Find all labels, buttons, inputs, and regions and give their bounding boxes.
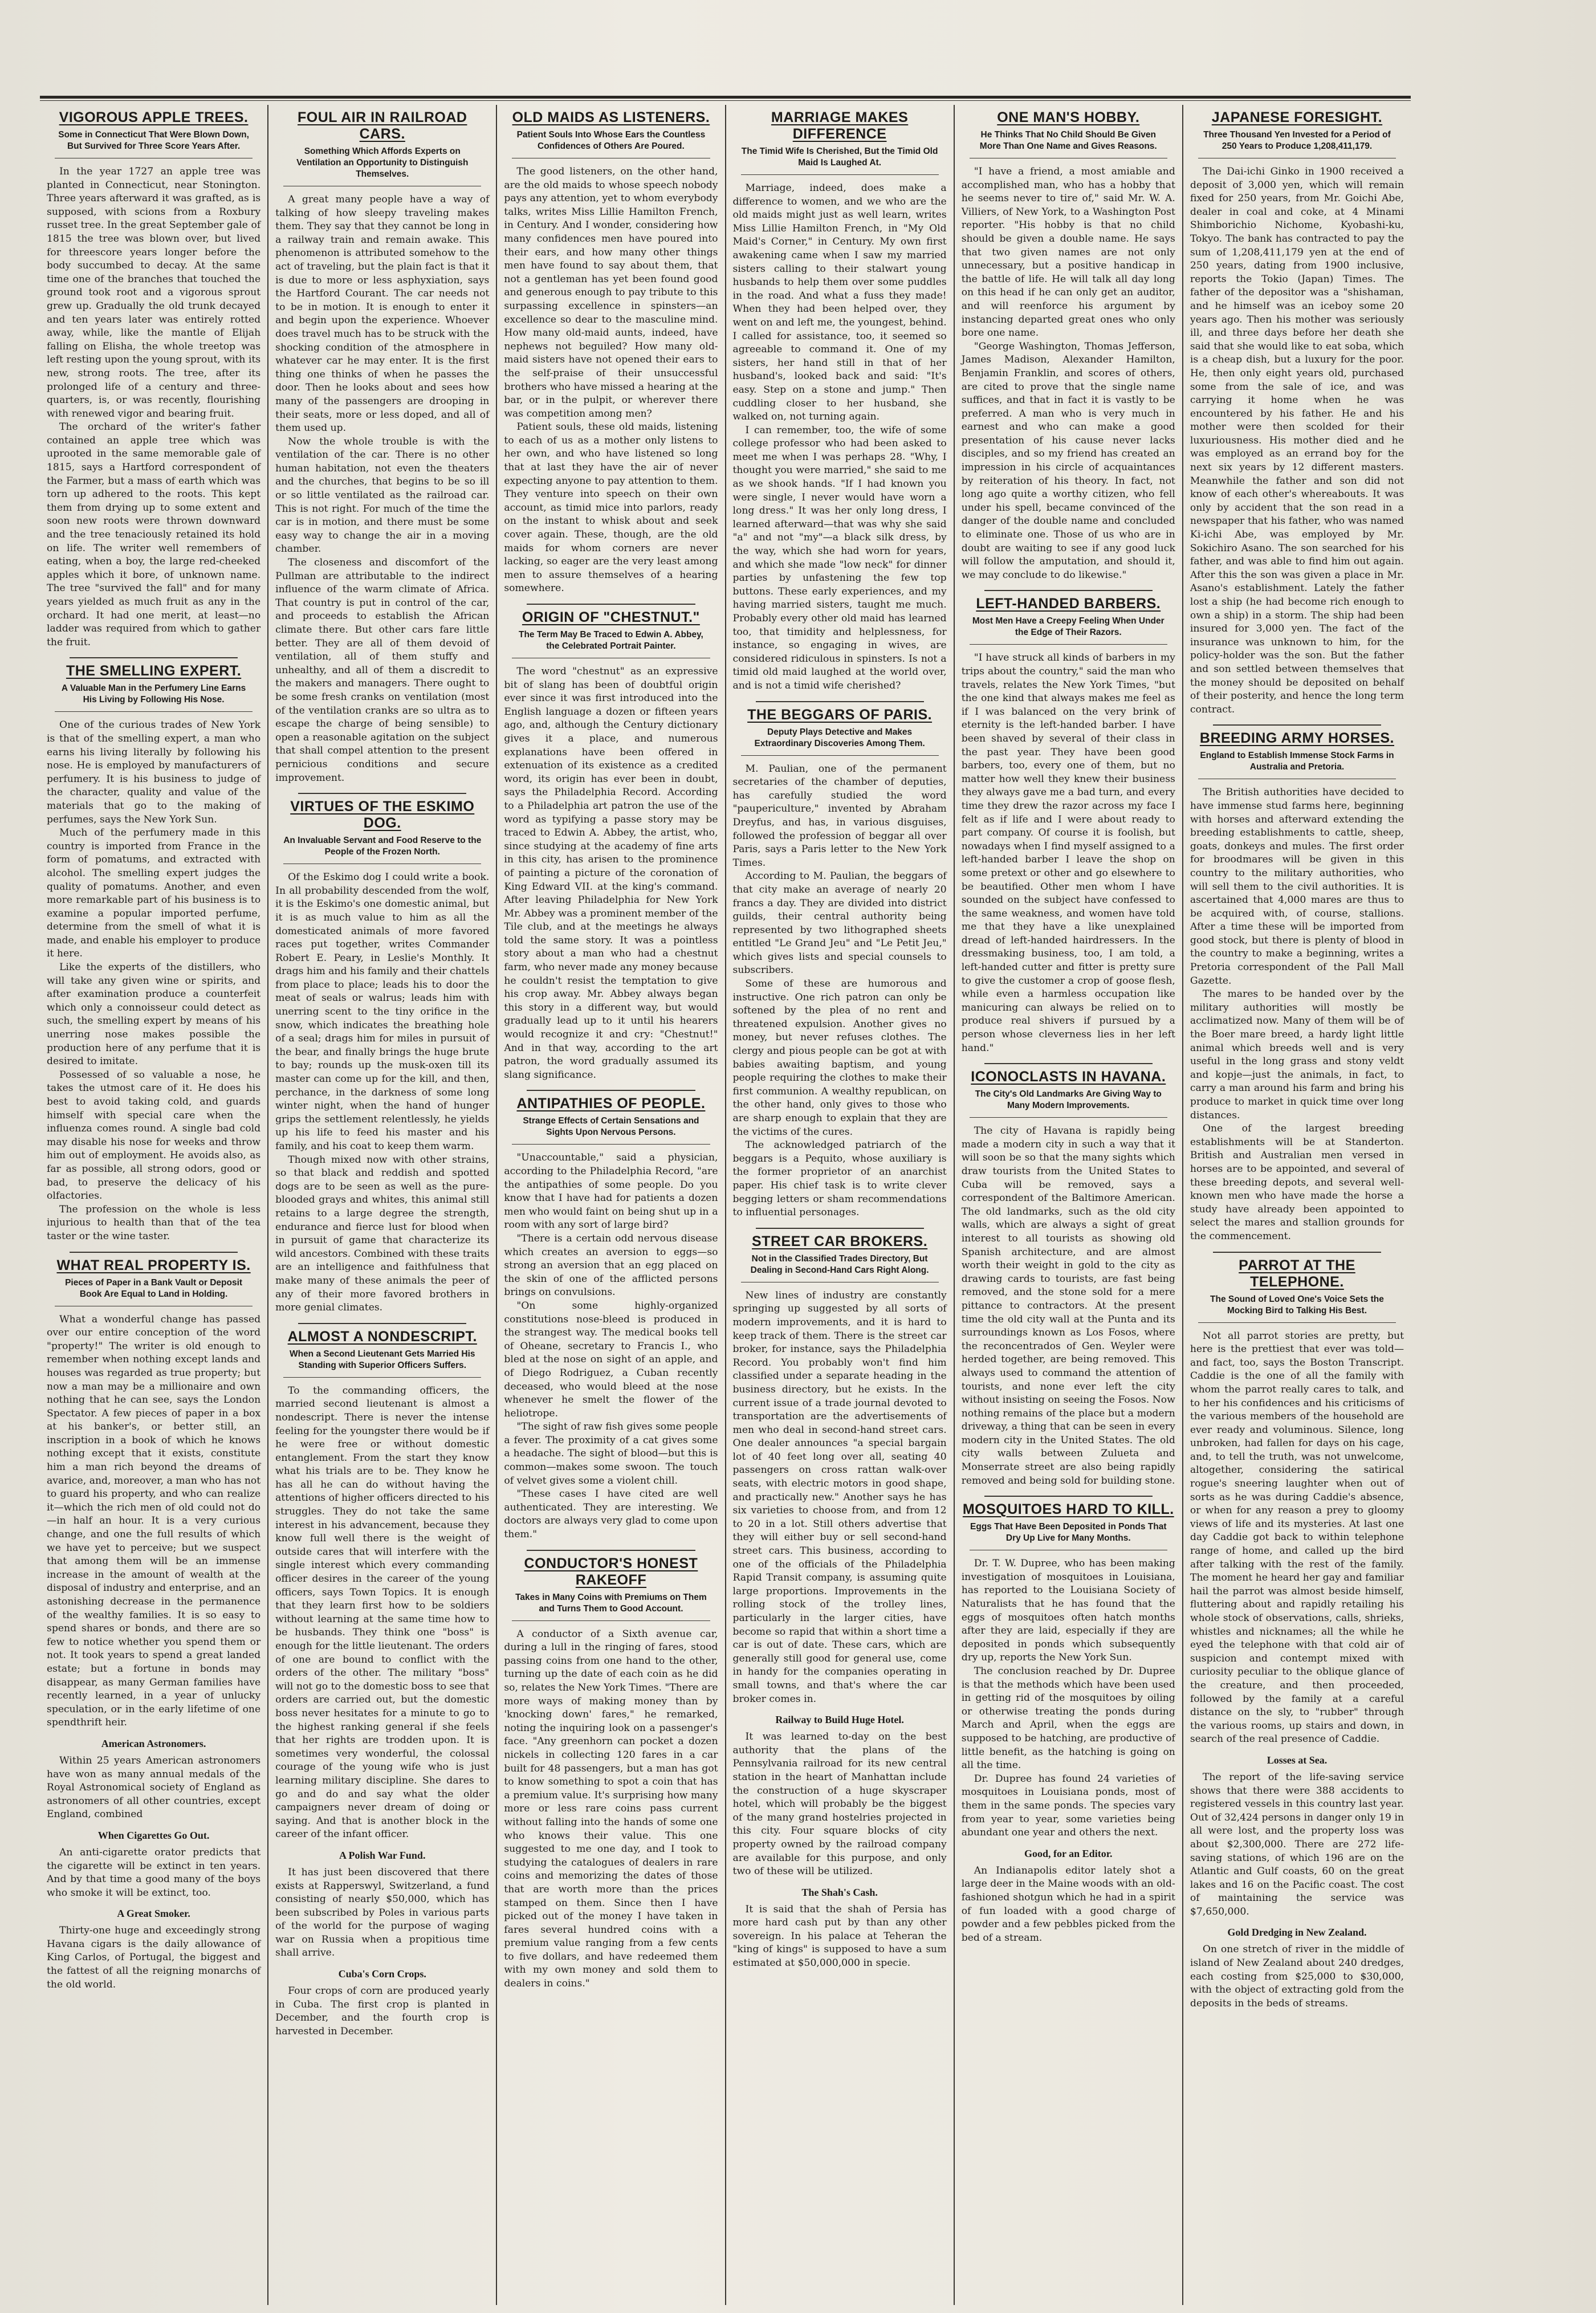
- paragraph: The city of Havana is rapidly being made a modern city in such a way that it will soon be so that the many sights which draw tourists from the United States to Cuba will be removed, says a correspondent of the Baltimore American. The old landmarks, such as the old city walls, which are always a sight of great interest to all tourists as showing old Spanish architecture, and are almost worth their weight in gold to the city as drawing cards to tourists, are fast being removed, and the stone sold for a mere pittance to contractors. At the present time the old city wall at the Punta and its surroundings known as Los Fosos, where the reconcentrados of Gen. Weyler were herded together, are being removed. This always used to command the attention of tourists, and none ever left the city without insisting on seeing the Fosos. Now nothing remains of the place but a modern driveway, a thing that can be seen in every modern city in the United States. The old city walls between Zulueta and Monserrate street are also being rapidly removed and being sold for building stone.: [961, 1125, 1175, 1487]
- paragraph: The word "chestnut" as an expressive bit of slang has been of doubtful origin ever since it was first introduced into the English language a dozen or fifteen years ago, and, although the Century dictionary gives it a place, and numerous explanations have been offered in extenuation of its existence as a credited word, its origin has ever been in doubt, says the Philadelphia Record. According to a Philadelphia art patron the use of the word as typifying a passe story may be traced to Edwin A. Abbey, the artist, who, since studying at the academy of fine arts in this city, has arisen to the prominence of painting a picture of the coronation of King Edward VII. at the king's command. After leaving Philadelphia for New York Mr. Abbey was a prominent member of the Tile club, and at the meetings he always told the same story. It was a pointless story about a man who had a chestnut farm, who never made any money because he couldn't resist the temptation to give his crop away. Mr. Abbey always began this story in a different way, but would gradually lead up to it until his hearers would recognize it and cry: "Chestnut!" And in that way, according to the art patron, the word gradually assumed its slang significance.: [504, 666, 718, 1081]
- article-subheadline: Strange Effects of Certain Sensations and Sights Upon Nervous Persons.: [512, 1115, 710, 1145]
- article-body: [275, 1985, 489, 2038]
- brief-headline: American Astronomers.: [101, 1737, 206, 1749]
- article-subheadline: He Thinks That No Child Should Be Given More Than One Name and Gives Reasons.: [970, 129, 1167, 158]
- paragraph: It has just been discovered that there exists at Rapperswyl, Switzerland, a fund consisting of nearly $50,000, which has been subscribed by Poles in various parts of the world for the purpose of waging war on Russia when a propitious time shall arrive.: [275, 1866, 490, 1959]
- article-headline: STREET CAR BROKERS.: [752, 1233, 928, 1249]
- article: [504, 1090, 718, 1541]
- article-body: [1190, 1330, 1404, 1746]
- article-body: [504, 1151, 718, 1541]
- column-4: [726, 105, 955, 2305]
- article-body: [1190, 165, 1404, 716]
- article: [1190, 724, 1404, 1243]
- article: [47, 657, 260, 1243]
- paragraph: "I have struck all kinds of barbers in my trips about the country," said the man who travels, relates the New York Times, "but the one kind that always makes me feel as if I was balanced on the very brink of eternity is the left-handed barber. I have been shaved by several of their class in the past year. They have been good barbers, too, every one of them, but no matter how well they knew their business they always gave me a bad turn, and every time they drew the razor across my face I felt as if life and I were about ready to part company. Of course it is foolish, but nowadays when I find myself assigned to a left-handed barber I leave the shop on some pretext or other and go elsewhere to be beautified. Other men whom I have sounded on the subject have confessed to the same weakness, and women have told me that they have a like unexplained dread of left-handed hairdressers. In the dressmaking business, too, I am told, a left-handed cutter and fitter is pretty sure to give the customer a crop of goose flesh, while even a harmless occupation like manicuring can always be relied on to produce real shivers if pursued by a person whose cleverness lies in her left hand.": [961, 652, 1175, 1054]
- article-headline: MOSQUITOES HARD TO KILL.: [962, 1501, 1174, 1518]
- paragraph: A great many people have a way of talking of how sleepy traveling makes them. They say that they cannot be long in a railway train and remain awake. This phenomenon is attributed somehow to the act of traveling, but the plain fact is that it is due to more or less asphyxiation, says the Hartford Courant. The car needs not to be in motion. It is enough to enter it and begin upon the experience. Whoever does travel much has to be struck with the shocking condition of the atmosphere in whatever car he may enter. It is the first thing one thinks of when he passes the door. Then he looks about and sees how many of the passengers are drooping in their seats, more or less doped, and all of them used up.: [275, 194, 490, 434]
- article: [733, 109, 947, 693]
- article-headline: THE BEGGARS OF PARIS.: [747, 706, 933, 723]
- paragraph: What a wonderful change has passed over our entire conception of the word "property!" The writer is old enough to remember when nothing except lands and houses was regarded as true property; but now a man may be a millionaire and own nothing that he can see, says the London Spectator. A few pieces of paper in a box at his banker's, or better still, an inscription in a book of which he knows nothing except that it exists, constitute him a man rich beyond the dreams of avarice, and, moreover, a man who has not to guard his property, and who can realize it—which the rich men of old could not do—in half an hour. It is a very curious change, and one the full results of which we have yet to perceive; but we suspect that among them will be an immense increase in the amount of wealth at the disposal of industry and enterprise, and an astonishing decrease in the permanence of the wealthy families. It is so easy to spend shares or bonds, and there are so few to notice whether you spend them or not. It took years to spend a great landed estate; but a fortune in bonds may disappear, as many German families have recently learned, in a year of unlucky speculation, or in the early lifetime of one spendthrift heir.: [47, 1313, 261, 1729]
- article-body: [47, 719, 260, 1243]
- article-body: [275, 1384, 489, 1842]
- article: [1190, 1252, 1404, 1746]
- column-2: [268, 105, 497, 2305]
- article-body: [1190, 1771, 1404, 1919]
- article-separator: [984, 590, 1153, 591]
- article: [47, 109, 260, 649]
- article: [275, 1968, 489, 2038]
- article: [1190, 1754, 1404, 1919]
- paragraph: New lines of industry are constantly springing up suggested by all sorts of modern improvements, and it is hard to keep track of them. There is the street car broker, for instance, says the Philadelphia Record. You probably won't find him classified under a separate heading in the business directory, but he exists. In the current issue of a trade journal devoted to transportation are the advertisements of men who deal in second-hand street cars. One dealer announces "a special bargain lot of 40 feet long over all, seating 40 passengers on cross rattan walk-over seats, with electric motors in good shape, and practically new." Another says he has six varieties to choose from, and from 12 to 20 in a lot. Still others advertise that they will either buy or sell second-hand street cars. This business, according to one of the officials of the Philadelphia Rapid Transit company, is assuming quite large proportions. Improvements in the rolling stock of the trolley lines, particularly in the larger cities, have become so rapid that within a short time a car is out of date. These cars, which are generally still good for general use, come in handy for the companies operating in small towns, and that's where the car broker comes in.: [732, 1289, 947, 1705]
- article-body: [733, 182, 947, 693]
- paragraph: The acknowledged patriarch of the beggars is a Pequito, whose auxiliary is the former proprietor of an anarchist paper. His chief task is to write clever begging letters or sham recommendations to influential personages.: [732, 1139, 947, 1219]
- article: [275, 1323, 489, 1842]
- paragraph: It is said that the shah of Persia has more hard cash put by than any other sovereign. In his palace at Teheran the "king of kings" is supposed to have a sum estimated at $50,000,000 in specie.: [732, 1903, 947, 1969]
- article-headline: VIGOROUS APPLE TREES.: [59, 109, 249, 125]
- top-rule: [40, 96, 1411, 99]
- article: [962, 1063, 1175, 1488]
- column-6: [1183, 105, 1411, 2305]
- article: [1190, 1927, 1404, 2010]
- article-headline: CONDUCTOR'S HONEST RAKEOFF: [524, 1555, 698, 1588]
- paragraph: The conclusion reached by Dr. Dupree is that the methods which have been used in getting rid of the mosquitoes by oiling or otherwise treating the ponds during March and April, when the eggs are supposed to be hatching, are productive of little benefit, as the hatching is going on all the time.: [961, 1665, 1175, 1772]
- article-separator: [984, 1496, 1153, 1497]
- article: [962, 109, 1175, 582]
- paragraph: "There is a certain odd nervous disease which creates an aversion to eggs—so strong an aversion that an egg placed on the skin of one of the afflicted persons brings on convulsions.: [504, 1232, 718, 1298]
- article: [504, 604, 718, 1082]
- columns: [40, 105, 1411, 2305]
- article-subheadline: The Sound of Loved One's Voice Sets the Mocking Bird to Talking His Best.: [1198, 1294, 1396, 1323]
- paragraph: The report of the life-saving service shows that there were 388 accidents to registered vessels in this country last year. Out of 32,424 persons in danger only 19 in all were lost, and the property loss was about $2,300,000. There are 272 life-saving stations, of which 196 are on the Atlantic and Gulf coasts, 60 on the great lakes and 16 on the Pacific coast. The cost of maintaining the service was $7,650,000.: [1190, 1771, 1404, 1917]
- paragraph: It was learned to-day on the best authority that the plans of the Pennsylvania railroad for its new central station in the heart of Manhattan include the construction of a huge skyscraper hotel, which will probably be the biggest of the many grand hostelries projected in this city. Four square blocks of city property owned by the railroad company are available for this purpose, and only two of these will be utilized.: [732, 1731, 947, 1878]
- paragraph: Some of these are humorous and instructive. One rich patron can only be softened by the plea of no rent and threatened expulsion. Another gives no money, but never refuses clothes. The clergy and pious people can be got at with babies awaiting baptism, and young people requiring the clothes to make their first communion. A wealthy republican, on the other hand, only gives to those who are sharp enough to explain that they are the victims of the cures.: [732, 978, 947, 1138]
- article-subheadline: An Invaluable Servant and Food Reserve to the People of the Frozen North.: [283, 835, 481, 864]
- article: [275, 793, 489, 1315]
- article-subheadline: The Term May Be Traced to Edwin A. Abbey, the Celebrated Portrait Painter.: [512, 629, 710, 658]
- article: [47, 1830, 260, 1900]
- paragraph: According to M. Paulian, the beggars of that city make an average of nearly 20 francs a day. They are divided into district guilds, their central authority being represented by two lithographed sheets entitled "Le Grand Jeu" and "Le Petit Jeu," which gives lists and special counsels to subscribers.: [732, 870, 947, 976]
- paragraph: The profession on the whole is less injurious to health than that of the tea taster or the wine taster.: [47, 1203, 261, 1242]
- article: [733, 1228, 947, 1706]
- article-body: [275, 871, 489, 1315]
- article-headline: ONE MAN'S HOBBY.: [997, 109, 1140, 125]
- article-headline: VIRTUES OF THE ESKIMO DOG.: [290, 799, 475, 832]
- brief-headline: The Shah's Cash.: [801, 1886, 878, 1898]
- column-3: [497, 105, 726, 2305]
- paragraph: Within 25 years American astronomers have won as many annual medals of the Royal Astronomical society of England as astronomers of all other countries, except England, combined: [47, 1754, 261, 1821]
- paragraph: Of the Eskimo dog I could write a book. In all probability descended from the wolf, it is the Eskimo's one domestic animal, but it is as much value to him as all the domesticated animals of more favored races put together, writes Commander Robert E. Peary, in Leslie's Monthly. It drags him and his family and their chattels from place to place; leads his to door the meat of seals or walrus; leads him with unerring scent to the tiny orifice in the snow, which indicates the breathing hole of a seal; drags him for miles in pursuit of the bear, and finally brings the huge brute to bay; rounds up the musk-oxen till its master can come up for the kill, and then, perchance, in the darkness of some long winter night, when the hand of hunger grips the settlement relentlessly, he yields up his life to feed his master and his family, and his coat to keep them warm.: [275, 872, 490, 1152]
- paragraph: On one stretch of river in the middle of island of New Zealand about 240 dredges, each costing from $25,000 to $30,000, with the object of extracting gold from the deposits in the beds of streams.: [1190, 1944, 1404, 2009]
- paragraph: M. Paulian, one of the permanent secretaries of the chamber of deputies, has carefully studied the word "paupericulture," invented by Abraham Dreyfus, and has, in various disguises, followed the profession of beggar all over Paris, says a Paris letter to the New York Times.: [732, 763, 947, 869]
- article-body: [47, 1754, 260, 1822]
- article-body: [962, 165, 1175, 582]
- article-separator: [298, 1323, 466, 1324]
- paragraph: "Unaccountable," said a physician, according to the Philadelphia Record, "are the antipathies of some people. Do you know that I have had for patients a dozen men who would faint on being shut up in a room with any sort of large bird?: [504, 1152, 718, 1231]
- brief-headline: Good, for an Editor.: [1024, 1847, 1113, 1859]
- article-body: [962, 1557, 1175, 1839]
- article: [733, 1887, 947, 1970]
- article-body: [1190, 786, 1404, 1243]
- article-headline: FOUL AIR IN RAILROAD CARS.: [298, 109, 467, 142]
- paragraph: Dr. Dupree has found 24 varieties of mosquitoes in Louisiana ponds, most of them in the same ponds. The species vary from year to year, some varieties being abundant one year and others the next.: [961, 1773, 1175, 1839]
- article-headline: OLD MAIDS AS LISTENERS.: [512, 109, 710, 125]
- paragraph: Not all parrot stories are pretty, but here is the prettiest that ever was told—and fact, too, says the Boston Transcript. Caddie is the one of all the family with whom the parrot really cares to talk, and to her his confidences and his criticisms of the various members of the household are ever ready and voluminous. Silence, long unbroken, had fallen for days on his cage, and, to tell the truth, was not unwelcome, altogether, considering the satirical rogue's sneering laughter when out of sorts as he was during Caddie's absence, or when for any reason a prey to gloomy views of life and its mysteries. At last one day Caddie got back to within telephone range of home, and called up the bird after talking with the rest of the family. The moment he heard her gay and familiar hail the parrot was almost beside himself, fluttering about and rapidly retailing his whole stock of observations, calls, shrieks, whistles and nicknames; all the while he eyed the telephone with that cold air of suspicion and contempt mixed with curiosity peculiar to the oblique glance of the creature, and then proceeded, followed by the family at a careful distance on the sly, to "rubber" through the various rooms, up stairs and down, in search of the real presence of Caddie.: [1190, 1330, 1404, 1745]
- article-subheadline: Patient Souls Into Whose Ears the Countless Confidences of Others Are Poured.: [512, 129, 710, 158]
- paragraph: Four crops of corn are produced yearly in Cuba. The first crop is planted in December, and the fourth crop is harvested in December.: [275, 1985, 490, 2037]
- article: [962, 590, 1175, 1055]
- article: [275, 1850, 489, 1960]
- paragraph: "On some highly-organized constitutions nose-bleed is produced in the strangest way. The medical books tell of Oheane, secretary to Francis I., who bled at the nose on sight of an apple, and of Diego Rodriguez, a Cuban recently deceased, who would bleed at the nose whenever he smelt the flower of the heliotrope.: [504, 1300, 718, 1419]
- article-subheadline: Three Thousand Yen Invested for a Period of 250 Years to Produce 1,208,411,179.: [1198, 129, 1396, 158]
- article-separator: [298, 793, 466, 794]
- article-body: [47, 1924, 260, 1992]
- article-body: [47, 1846, 260, 1900]
- article-headline: MARRIAGE MAKES DIFFERENCE: [771, 109, 909, 142]
- article-separator: [527, 1550, 695, 1551]
- article-separator: [1213, 1252, 1381, 1253]
- paragraph: Much of the perfumery made in this country is imported from France in the form of pomatums, and extracted with alcohol. The smelling expert judges the quality of pomatums. Another, and even more remarkable part of his business is to examine a popular imported perfume, determine from the smell of what it is made, and enable his employer to produce it here.: [47, 827, 261, 960]
- article-body: [504, 165, 718, 596]
- article-subheadline: The City's Old Landmarks Are Giving Way to Many Modern Improvements.: [970, 1089, 1167, 1118]
- brief-headline: A Polish War Fund.: [339, 1849, 426, 1861]
- article-body: [47, 1313, 260, 1730]
- paragraph: Thirty-one huge and exceedingly strong Havana cigars is the daily allowance of King Carlos, of Portugal, the biggest and the fattest of all the reigning monarchs of the old world.: [47, 1925, 261, 1990]
- article-headline: BREEDING ARMY HORSES.: [1199, 730, 1394, 747]
- article: [733, 701, 947, 1220]
- article-headline: PARROT AT THE TELEPHONE.: [1239, 1257, 1355, 1290]
- paragraph: "I have a friend, a most amiable and accomplished man, who has a hobby that he seems never to tire of," said Mr. W. A. Villiers, of New York, to a Washington Post reporter. "His hobby is that no child should be given a double name. He says that two given names are not only unnecessary, but a positive handicap in the battle of life. He will talk all day long on this head if he can only get an auditor, and will reenforce his argument by instancing departed great ones who only bore one name.: [961, 166, 1175, 339]
- article: [1190, 109, 1404, 716]
- paragraph: Patient souls, these old maids, listening to each of us as a mother only listens to her own, and who have listened so long that at last they have the air of never expecting anyone to pay attention to them. They venture into speech on their own account, as timid mice into parlors, ready on the instant to whisk about and seek cover again. These, though, are the old maids for whom corners are never lacking, so eager are the very least among men to assure themselves of a hearing somewhere.: [504, 421, 718, 594]
- article-subheadline: A Valuable Man in the Perfumery Line Earns His Living by Following His Nose.: [55, 683, 253, 712]
- article-body: [733, 1730, 947, 1879]
- paragraph: The mares to be handed over by the military authorities will mostly be acclimatized now. Many of them will be of the Boer mare breed, a hardy light little animal which breeds well and is very useful in the long grass and stony veldt and kopje—just the animals, in fact, to carry a man around his farm and bring his produce to market in quick time over long distances.: [1190, 988, 1404, 1121]
- article-separator: [756, 701, 924, 702]
- article-subheadline: Something Which Affords Experts on Ventilation an Opportunity to Distinguish Themselves.: [283, 146, 481, 186]
- article-headline: JAPANESE FORESIGHT.: [1211, 109, 1383, 125]
- paragraph: An anti-cigarette orator predicts that the cigarette will be extinct in ten years. And by that time a good many of the boys who smoke it will be extinct, too.: [47, 1846, 261, 1899]
- article-separator: [756, 1228, 924, 1229]
- article-subheadline: England to Establish Immense Stock Farms in Australia and Pretoria.: [1198, 750, 1396, 779]
- column-1: [40, 105, 268, 2305]
- brief-headline: Gold Dredging in New Zealand.: [1227, 1927, 1367, 1939]
- article: [47, 1738, 260, 1822]
- paragraph: The Dai-ichi Ginko in 1900 received a deposit of 3,000 yen, which will remain fixed for 250 years, from Mr. Goichi Abe, dealer in coal and coke, at 4 Minami Shimborichio Nichome, Kyobashi-ku, Tokyo. The bank has contracted to pay the sum of 1,208,411,179 yen at the end of 250 years, dating from 1900 inclusive, reports the Tokio (Japan) Times. The father of the depositor was a "shishaman, and he himself was an iceboy some 20 years ago. Then his mother was seriously ill, and three days before her death she said that she would like to eat soba, which is a cheap dish, but a luxury for the poor. He, then only eight years old, purchased some from the sale of ice, and was carrying it home when he was encountered by his father. He and his mother were then scolded for their luxuriousness. His mother died and he was employed as an errand boy for the next six years by 12 different masters. Meanwhile the father and son did not know of each other's whereabouts. It was only by accident that the son read in a newspaper that his father, who was named Ki-ichi Abe, was employed by Mr. Sokichiro Asano. The son searched for his father, and was able to find him out again. After this the son was given a place in Mr. Asano's establishment. Lately the father lost a ship (he had become rich enough to own a ship) in a storm. The ship had been insured for 3,000 yen. The fact of the insurance was unknown to him, for the policy-holder was the son. But the father and son settled between themselves that the money should be deposited on behalf of their posterity, and hence the long term contract.: [1190, 166, 1404, 715]
- article-body: [733, 1289, 947, 1706]
- paragraph: The closeness and discomfort of the Pullman are attributable to the indirect influence of the warm climate of Africa. That country is put in control of the car, and proceeds to establish the African climate there. But other cars fare little better. They are all of them devoid of ventilation, all of them stuffy and unhealthy, and all of them a discredit to the makers and managers. There ought to be some fresh cranks on ventilation (most of the ventilation cranks are so ultra as to escape the charge of being sensible) to open a reasonable agitation on the subject that shall compel attention to the present pernicious conditions and secure improvement.: [275, 557, 490, 784]
- paragraph: I can remember, too, the wife of some college professor who had been asked to meet me when I was perhaps 28. "Why, I thought you were married," she said to me as we shook hands. "If I had known you were single, I never would have worn a long dress." It was her only long dress, I learned afterward—that was why she said "a" and not "my"—a black silk dress, by the way, which she had worn for years, and which she made "low neck" for dinner parties by unfastening the few top buttons. These early experiences, and my having married sisters, taught me much. Probably every other old maid has learned too, that timidity and helplessness, for instance, so engaging in wives, are considered ridiculous in spinsters. Is not a timid old maid laughed at the world over, and is not a timid wife cherished?: [732, 424, 947, 691]
- paragraph: To the commanding officers, the married second lieutenant is almost a nondescript. There is never the intense feeling for the youngster there would be if he were free or without domestic entanglement. From the start they know what his trials are to be. They know he has all he can do without having the attentions of higher officers directed to his struggles. They do not take the same interest in his advancement, because they know full well there is the weight of outside cares that will interfere with the single interest which every commanding officer desires in the career of the young officers, says Town Topics. It is enough that they learn first how to be soldiers without learning at the same time how to be husbands. They think one "boss" is enough for the little lieutenant. The orders of one are bound to conflict with the orders of the other. The military "boss" will not go to the domestic boss to see that orders are carried out, but the domestic boss never hesitates for a minute to go to the highest ranking general if she feels that her rights are trodden upon. It is sometimes very wonderful, the colossal courage of the young wife who is just learning military discipline. She dares to go and do and say what the older campaigners never dream of doing or saying. And that is another block in the career of the infant officer.: [275, 1384, 490, 1840]
- article-body: [962, 1125, 1175, 1488]
- article-body: [275, 193, 489, 785]
- article-separator: [527, 604, 695, 605]
- column-5: [955, 105, 1183, 2305]
- article: [962, 1848, 1175, 1945]
- paragraph: In the year 1727 an apple tree was planted in Connecticut, near Stonington. Three years afterward it was grafted, as is supposed, with scions from a Roxbury russet tree. In the great September gale of 1815 the tree was blown over, but lived for threescore years longer before the body succumbed to decay. At the same time one of the branches that touched the ground took root and a vigorous sprout grew up. Gradually the old trunk decayed and ten years later was entirely rotted away, while, like the mantle of Elijah falling on Elisha, the whole treetop was left resting upon the young sprout, with its new, strong roots. The tree, after its prolonged life of a century and three-quarters, is, or was recently, flourishing with renewed vigor and bearing fruit.: [47, 166, 261, 420]
- article-separator: [70, 657, 238, 658]
- article-headline: ALMOST A NONDESCRIPT.: [287, 1328, 477, 1345]
- article-subheadline: Pieces of Paper in a Bank Vault or Deposit Book Are Equal to Land in Holding.: [55, 1277, 253, 1306]
- article-subheadline: Not in the Classified Trades Directory, But Dealing in Second-Hand Cars Right Along.: [741, 1253, 939, 1282]
- article: [733, 1714, 947, 1879]
- article-headline: WHAT REAL PROPERTY IS.: [56, 1257, 251, 1273]
- article: [962, 1496, 1175, 1839]
- article-body: [47, 165, 260, 649]
- paragraph: A conductor of a Sixth avenue car, during a lull in the ringing of fares, stood passing coins from one hand to the other, turning up the date of each coin as he did so, relates the New York Times. "There are more ways of making money than by 'knocking down' fares," he remarked, noting the inquiring look on a passenger's face. "Any greenhorn can pocket a dozen nickels in collecting 120 fares in a car built for 48 passengers, but a man has got to know something to spot a coin that has a premium value. It's surprising how many more or less rare coins pass current without falling into the hands of some one who knows their value. This one suggested to me one day, and I took to studying the catalogues of dealers in rare coins and memorizing the dates of those that are worth more than the prices stamped on them. Since then I have picked out of the money I have taken in fares several hundred coins with a premium value ranging from a few cents to five dollars, and have redeemed them with my own money and sold them to dealers in coins.": [504, 1628, 718, 1990]
- article-subheadline: Takes in Many Coins with Premiums on Them and Turns Them to Good Account.: [512, 1592, 710, 1621]
- article-body: [504, 1628, 718, 1991]
- top-rule-thin: [40, 100, 1411, 101]
- article: [47, 1252, 260, 1730]
- article-separator: [1213, 724, 1381, 726]
- article-headline: ICONOCLASTS IN HAVANA.: [971, 1069, 1166, 1085]
- paragraph: Though mixed now with other strains, so that black and reddish and spotted dogs are to be seen as well as the pure-blooded grays and whites, this animal still retains to a large degree the strength, endurance and fierce lust for blood when in pursuit of game that characterize its wild ancestors. Combined with these traits are an intelligence and faithfulness that make many of these animals the peer of any of their more favored brothers in more genial climates.: [275, 1154, 490, 1314]
- article-body: [962, 1864, 1175, 1945]
- article-subheadline: Deputy Plays Detective and Makes Extraordinary Discoveries Among Them.: [741, 727, 939, 756]
- paragraph: "George Washington, Thomas Jefferson, James Madison, Alexander Hamilton, Benjamin Franklin, and scores of others, are cited to prove that the single name suffices, and that in fact it is vastly to be preferred. A man who is very much in earnest and who can make a good presentation of his cause never lacks disciples, and so my friend has created an impression in his circle of acquaintances by reiteration of his theory. In fact, not long ago quite a worthy citizen, who fell under his spell, became convinced of the danger of the double name and concluded to eliminate one. Those of us who are in doubt are waiting to see if any good luck will follow the amputation, and should it, we may conclude to do likewise.": [961, 340, 1175, 581]
- article-body: [733, 763, 947, 1220]
- article: [504, 1550, 718, 1991]
- article-body: [733, 1903, 947, 1970]
- paragraph: One of the curious trades of New York is that of the smelling expert, a man who earns his living literally by following his nose. He is employed by manufacturers of perfumery. It is his business to judge of the character, quality and value of the materials that go to the making of perfumes, says the New York Sun.: [47, 719, 261, 825]
- paragraph: An Indianapolis editor lately shot a large deer in the Maine woods with an old-fashioned shotgun which he had in a spirit of fun loaded with a good charge of powder and a few pebbles picked from the bed of a stream.: [961, 1864, 1175, 1944]
- paragraph: One of the largest breeding establishments will be at Standerton. British and Australian men versed in horses are to be appointed, and several of these breeding depots, and several well-known men who have made the horse a study have already been appointed to select the mares and stallion grounds for the commencement.: [1190, 1123, 1404, 1242]
- article: [504, 109, 718, 596]
- paragraph: Now the whole trouble is with the ventilation of the car. There is no other human habitation, not even the theaters and the churches, that begins to be so ill or so little ventilated as the railroad car. This is not right. For much of the time the car is in motion, and there must be some easy way to change the air in a moving chamber.: [275, 435, 490, 555]
- paragraph: The good listeners, on the other hand, are the old maids to whose speech nobody pays any attention, yet to whom everybody talks, writes Miss Lillie Hamilton French, in Century. And I wonder, considering how many confidences men have poured into their ears, and how many other things men have found to say about them, that not a gentleman has yet been found good and generous enough to pay tribute to this surpassing excellence in spinsters—an excellence so dear to the masculine mind. How many old-maid aunts, indeed, have nephews not beguiled? How many old-maid sisters have not opened their ears to the self-praise of their unsuccessful brothers who have missed a hearing at the bar, or in the pulpit, or wherever there was competition among men?: [504, 166, 718, 420]
- article-body: [962, 651, 1175, 1055]
- paragraph: Dr. T. W. Dupree, who has been making investigation of mosquitoes in Louisiana, has reported to the Louisiana Society of Naturalists that he has found that the eggs of mosquitoes often hatch months after they are laid, especially if they are deposited in ponds which subsequently dry up, reports the New York Sun.: [961, 1558, 1175, 1664]
- brief-headline: When Cigarettes Go Out.: [97, 1829, 210, 1841]
- article-headline: ORIGIN OF "CHESTNUT.": [522, 609, 700, 625]
- article-subheadline: Some in Connecticut That Were Blown Down, But Survived for Three Score Years After.: [55, 129, 253, 158]
- paragraph: "The sight of raw fish gives some people a fever. The proximity of a cat gives some a headache. The sight of blood—but this is common—makes some swoon. The touch of velvet gives some a violent chill.: [504, 1421, 718, 1487]
- article: [275, 109, 489, 785]
- paragraph: Like the experts of the distillers, who will take any given wine or spirits, and after examination produce a counterfeit which only a connoisseur could detect as such, the smelling expert by means of his unerring nose makes possible the production here of any perfume that it is desired to imitate.: [47, 962, 261, 1068]
- paragraph: "These cases I have cited are well authenticated. They are interesting. We doctors are always very glad to come upon them.": [504, 1488, 718, 1541]
- brief-headline: A Great Smoker.: [117, 1908, 190, 1920]
- article-body: [275, 1866, 489, 1960]
- brief-headline: Cuba's Corn Crops.: [338, 1968, 426, 1980]
- paragraph: Marriage, indeed, does make a difference to women, and we who are the old maids might just as well learn, writes Miss Lillie Hamilton French, in "My Old Maid's Corner," in Century. My own first awakening came when I saw my married sisters calling to their stalwart young husbands to help them over some puddles in the road. And what a fuss they made! When they had been helped over, they went on and left me, the youngest, behind. I called for assistance, too, it seemed so agreeable to command it. One of my sisters, her hand still in that of her husband's, looked back and said: "It's easy. Step on a stone and jump." Then cuddling closer to her husband, she walked on, not turning again.: [732, 182, 947, 423]
- article-headline: LEFT-HANDED BARBERS.: [976, 596, 1161, 612]
- article-headline: ANTIPATHIES OF PEOPLE.: [516, 1096, 706, 1112]
- brief-headline: Losses at Sea.: [1267, 1754, 1328, 1766]
- paragraph: The British authorities have decided to have immense stud farms here, beginning with horses and afterward extending the breeding establishments to cattle, sheep, goats, donkeys and mules. The first order for broodmares will be given in this country to the military authorities, who will sell them to the civil authorities. It is ascertained that 4,000 mares are thus to be acquired with, of course, stallions. After a time these will be imported from good stock, but there is plenty of blood in the country to make a beginning, writes a Pretoria correspondent of the Pall Mall Gazette.: [1190, 787, 1404, 987]
- article-subheadline: The Timid Wife Is Cherished, But the Timid Old Maid Is Laughed At.: [741, 146, 939, 175]
- article-subheadline: When a Second Lieutenant Gets Married His Standing with Superior Officers Suffers.: [283, 1349, 481, 1378]
- paragraph: The orchard of the writer's father contained an apple tree which was uprooted in the same memorable gale of 1815, says a Hartford correspondent of the Farmer, but a mass of earth which was torn up adhered to the roots. This kept them from drying up to some extent and soon new roots were thrown downward and the tree tenaciously retained its hold on life. The writer well remembers of eating, when a boy, the large red-cheeked apples which it bore, of unknown name. The tree "survived the fall" and for many years yielded as much fruit as any in the orchard. It had one merit, at least—no ladder was required from which to gather the fruit.: [47, 421, 261, 648]
- article-separator: [984, 1063, 1153, 1064]
- paragraph: Possessed of so valuable a nose, he takes the utmost care of it. He does his best to avoid taking cold, and guards himself with special care when the influenza comes round. A single bad cold may disable his nose for weeks and throw him out of employment. He avoids also, as far as possible, all strong odors, good or bad, to preserve the delicacy of his olfactories.: [47, 1069, 261, 1202]
- article-body: [1190, 1943, 1404, 2010]
- article-separator: [70, 1252, 238, 1253]
- article-subheadline: Eggs That Have Been Deposited in Ponds That Dry Up Live for Many Months.: [970, 1521, 1167, 1550]
- article-headline: THE SMELLING EXPERT.: [66, 663, 242, 679]
- article-body: [504, 665, 718, 1082]
- brief-headline: Railway to Build Huge Hotel.: [775, 1714, 904, 1726]
- article: [47, 1908, 260, 1992]
- article-separator: [527, 1090, 695, 1091]
- article-subheadline: Most Men Have a Creepy Feeling When Under the Edge of Their Razors.: [970, 616, 1167, 645]
